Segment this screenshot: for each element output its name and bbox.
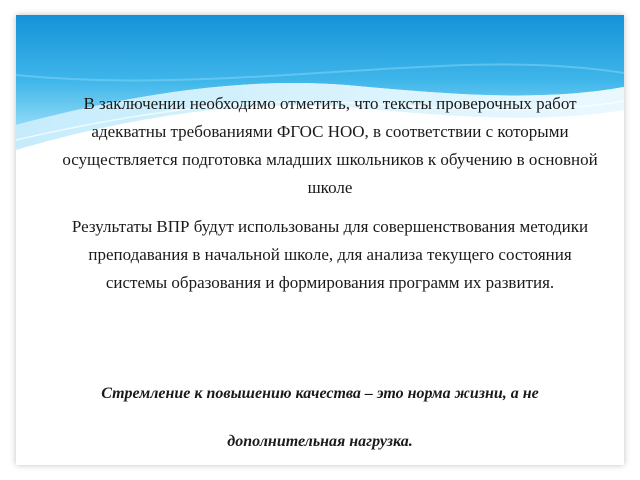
- slide: [16, 15, 624, 465]
- motto-line-1: Стремление к повышению качества – это норма жизни, а не: [101, 385, 539, 402]
- results-paragraph: Результаты ВПР будут использованы для совершенствования методики преподавания в начальной школе, для анализа текущего состояния системы образования и формирования программ их развития.: [71, 217, 589, 292]
- conclusion-paragraph: В заключении необходимо отметить, что тексты проверочных работ адекватны требованиями ФГОС НОО, в соответствии с которыми осуществляется подготовка младших школьников к обучению в основной школе: [62, 94, 598, 197]
- motto-line-2: дополнительная нагрузка.: [227, 433, 413, 450]
- slide-content: [16, 15, 624, 465]
